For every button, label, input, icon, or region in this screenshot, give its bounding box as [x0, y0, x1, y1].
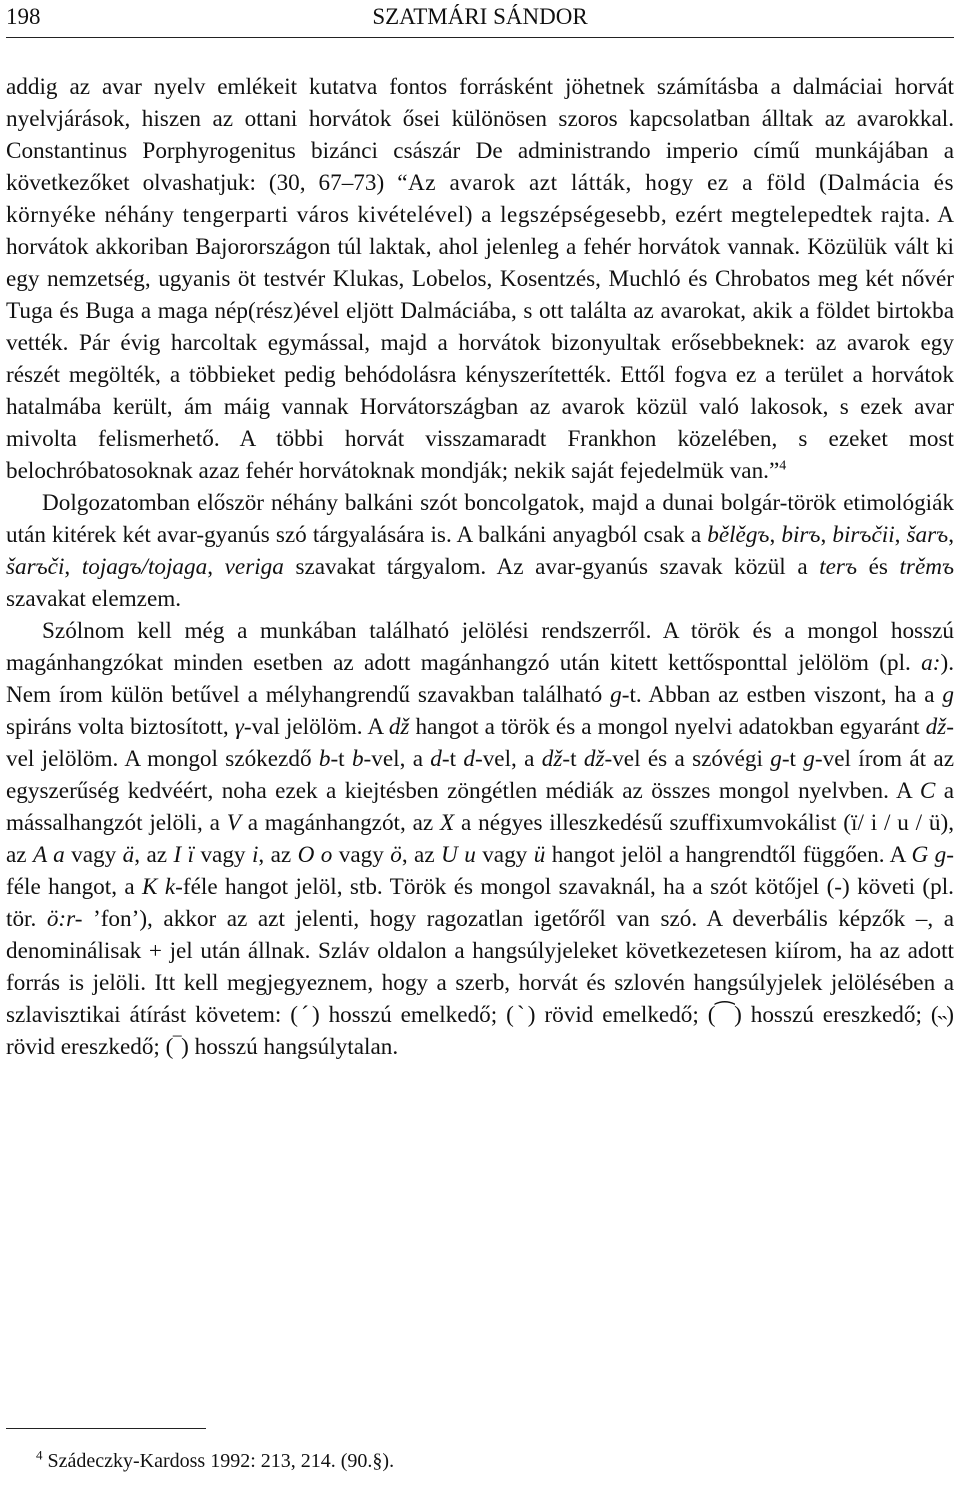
text-run: -vel írom át az egyszerűség kedvéért, noha ezek a kiejtésben zöngétlen médiák az összes mongol nyelvben. A: [6, 746, 954, 804]
term: γ: [234, 714, 244, 740]
text-run: ,: [820, 522, 833, 548]
text-run: ,: [64, 554, 82, 580]
text-run: , az: [134, 842, 174, 868]
text-run: Szólnom kell még a munkában található jelölési rendszerről. A török és a mongol hosszú magánhangzókat minden esetben az adott magánhangzó után kitett kettősponttal jelölöm (pl.: [6, 618, 954, 676]
term: g: [942, 682, 954, 708]
term: g: [770, 746, 782, 772]
page-number: 198: [6, 4, 41, 29]
term: veriga: [224, 554, 284, 580]
term: šarъči: [6, 554, 65, 580]
text-run: Dolgozatomban először néhány balkáni szót boncolgatok, majd a dunai bolgár-török etimológiák után kitérek két avar-gyanús szó tárgyalására is. A balkáni anyagból csak a: [6, 490, 954, 548]
term: O o: [297, 842, 333, 868]
term: d: [463, 746, 475, 772]
text-run: -vel jelölöm. A mongol szókezdő: [6, 714, 955, 772]
term: ö:r-: [46, 906, 83, 932]
term: dž: [388, 714, 410, 740]
footnote-ref[interactable]: 4: [779, 458, 787, 474]
term: birъ: [781, 522, 821, 548]
term: bělěgъ: [707, 522, 770, 548]
term: a:: [921, 650, 941, 676]
term: G g: [911, 842, 947, 868]
term: i: [251, 842, 259, 868]
text-run: -vel, a: [474, 746, 542, 772]
text-run: ,: [769, 522, 782, 548]
paragraph-1-text-cont: A horvátok akkoriban Bajorországon túl laktak, ahol jelenleg a fehér horvátok vannak. Közülük vált ki egy nemzetség, ugyanis öt testvér Klukas, Lobelos, Kosentzés, Muchló és Chrobatos meg két nővér Tuga és Buga a maga nép(rész)ével eljött Dalmáciába, s ott találta az avarokat, akik a földet birtokba vették. Pár évig harcoltak egymással, majd a horvátok bizonyultak erősebbeknek: az avarok egy részét megölték, a többieket pedig behódolásra kényszerítették. Ettől fogva ez a terület a horvátok hatalmába került, ám máig vannak Horvátországban az avarok közül való lakosok, s ezek avar mivolta felismerhető. A többi horvát visszamaradt Frankhon közelében, s ezeket most belochróbatosoknak azaz fehér horvátoknak mondják; nekik saját fejedelmük van.”: [6, 202, 954, 484]
term: šarъ: [906, 522, 949, 548]
text-run: ,: [207, 554, 225, 580]
text-run: a magánhangzót, az: [240, 810, 441, 836]
term: tojagъ/tojaga: [81, 554, 208, 580]
text-run: , az: [258, 842, 298, 868]
text-run: a mássalhangzót jelöli, a: [6, 778, 954, 836]
term: U u: [441, 842, 476, 868]
text-run: -vel és a szóvégi: [604, 746, 771, 772]
text-run: -t: [562, 746, 584, 772]
quote-text: “Az avarok azt látták, hogy ez a föld (Dalmácia és környéke néhány tengerparti város kivételével) a legszépségesebb, ezért megtelepedtek rajta.: [6, 170, 954, 228]
footnote-rule: [6, 1428, 206, 1429]
term: A a: [33, 842, 65, 868]
text-run: -t. Abban az estben viszont, ha a: [621, 682, 943, 708]
text-run: hangot a török és a mongol nyelvi adatokban egyaránt: [409, 714, 926, 740]
text-run: , az: [401, 842, 442, 868]
footnote-number: 4: [36, 1447, 43, 1463]
text-run: hangot jelöl a hangrendtől függően. A: [545, 842, 912, 868]
term: d: [430, 746, 442, 772]
text-run: ’fon’), akkor az azt jelenti, hogy ragozatlan igetőről van szó. A deverbális képzők –, a denominálisak + jel után állnak. Szláv oldalon a hangsúlyjeleket következetesen kiírom, ha az adott forrás is jelöli. Itt kell megjegyeznem, hogy a szerb, horvát és szlovén hangsúlyjelek jelölésében a szlavisztikai átírást követem: (ˊ) hosszú emelkedő; (ˋ) rövid emelkedő; (⁀) hosszú ereszkedő; (˵) rövid ereszkedő; (‾) hosszú hangsúlytalan.: [6, 906, 954, 1060]
term: trěmъ: [899, 554, 955, 580]
term: b: [318, 746, 331, 772]
text-run: vagy: [194, 842, 252, 868]
text-run: a négyes illeszkedésű szuffixumvokálist (ï/ i / u / ü), az: [6, 810, 954, 868]
term: b: [351, 746, 364, 772]
term: g: [803, 746, 815, 772]
term: ü: [533, 842, 546, 868]
term: dž: [583, 746, 605, 772]
text-run: ). Nem írom külön betűvel a mélyhangrendű szavakban található: [6, 650, 954, 708]
text-run: vagy: [332, 842, 391, 868]
text-run: ,: [894, 522, 907, 548]
term: g: [610, 682, 622, 708]
text-run: vagy: [64, 842, 123, 868]
paragraph-1: [6, 71, 954, 487]
term: C: [919, 778, 936, 804]
term: ä: [122, 842, 135, 868]
term: V: [226, 810, 241, 836]
text-run: spiráns volta biztosított,: [6, 714, 235, 740]
footnote-text: Szádeczky-Kardoss 1992: 213, 214. (90.§).: [42, 1450, 395, 1472]
footnote: [6, 1447, 954, 1475]
text-run: -t: [330, 746, 352, 772]
term: dž: [541, 746, 563, 772]
text-run: és: [857, 554, 900, 580]
text-run: szavakat tárgyalom. Az avar-gyanús szavak közül a: [283, 554, 820, 580]
text-run: vagy: [475, 842, 534, 868]
running-head: SZATMÁRI SÁNDOR: [372, 4, 588, 29]
text-run: ,: [948, 522, 955, 548]
term: birъčii: [832, 522, 895, 548]
text-run: -val jelölöm. A: [243, 714, 389, 740]
term: terъ: [819, 554, 857, 580]
page-header: [6, 0, 954, 40]
paragraph-1-text: addig az avar nyelv emlékeit kutatva fontos forrásként jöhetnek számításba a dalmáciai horvát nyelvjárások, hiszen az ottani horvátok ősei különösen szoros kapcsolatban álltak az avarokkal. Constantinus Porphyrogenitus bizánci császár De administrando imperio című munkájában a következőket olvashatjuk: (30, 67–73): [6, 74, 954, 196]
term: ö: [390, 842, 402, 868]
header-rule: [6, 37, 954, 38]
text-run: -t: [441, 746, 464, 772]
text-run: szavakat elemzem.: [6, 586, 182, 612]
term: K k: [142, 874, 176, 900]
paragraph-3: [6, 615, 954, 1063]
page-body: [6, 71, 954, 1063]
text-run: -t: [781, 746, 804, 772]
term: dž: [925, 714, 947, 740]
term: X: [440, 810, 455, 836]
text-run: -féle hangot jelöl, stb. Török és mongol szavaknál, ha a szót kötőjel (-) követi (pl. tör.: [6, 874, 954, 932]
text-run: -féle hangot, a: [6, 842, 954, 900]
paragraph-2: [6, 487, 954, 615]
term: I ï: [173, 842, 195, 868]
text-run: -vel, a: [363, 746, 431, 772]
